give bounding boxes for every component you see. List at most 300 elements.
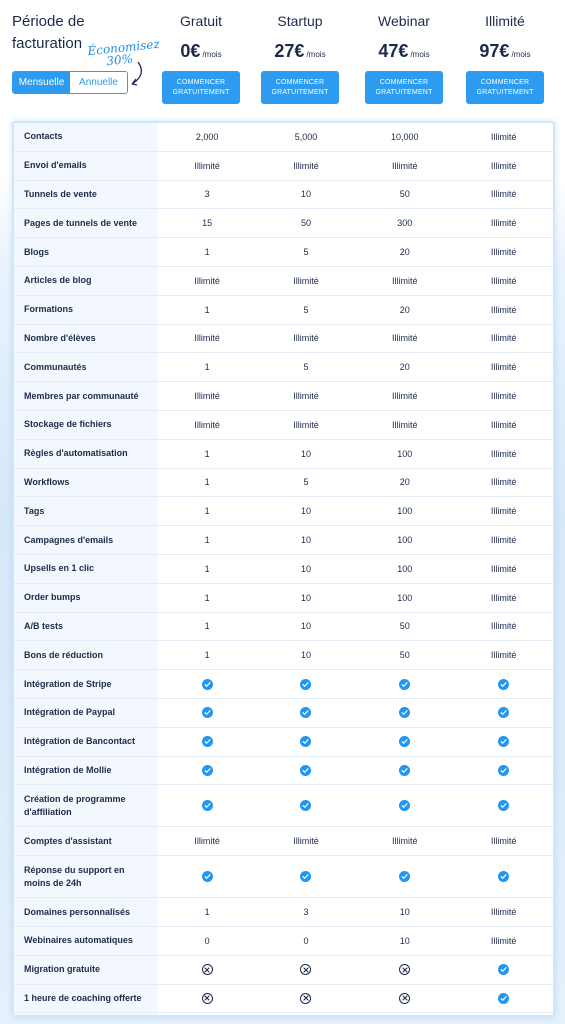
feature-label: Formations [24, 304, 74, 315]
cell-value: Illimité [490, 563, 517, 574]
check-icon [498, 871, 509, 882]
feature-cell [355, 936, 454, 946]
feature-cell [355, 420, 454, 430]
check-icon [498, 679, 509, 690]
feature-label: Comptes d'assistant [24, 835, 112, 846]
check-icon [399, 871, 410, 882]
billing-toggle[interactable] [12, 71, 128, 94]
feature-cell [158, 132, 257, 142]
check-icon [498, 736, 509, 747]
cell-value: Illimité [490, 621, 517, 632]
feature-cell [454, 218, 553, 228]
cell-value: Illimité [490, 535, 517, 546]
feature-cell [454, 707, 553, 718]
cell-value: Illimité [490, 362, 517, 373]
cell-value: 300 [397, 218, 413, 229]
feature-cell [158, 247, 257, 257]
feature-cell [454, 907, 553, 917]
cell-value: 15 [202, 218, 213, 229]
cell-value: 10 [300, 189, 311, 200]
feature-cell [158, 420, 257, 430]
table-row [14, 728, 553, 757]
table-row [14, 411, 553, 440]
feature-cell [158, 836, 257, 846]
table-row [14, 497, 553, 526]
cell-value: Illimité [490, 935, 517, 946]
feature-cell [454, 189, 553, 199]
feature-cell [454, 391, 553, 401]
cell-value: Illimité [194, 275, 220, 286]
feature-cell [454, 564, 553, 574]
table-row [14, 123, 553, 152]
feature-label: Webinaires automatiques [24, 935, 133, 946]
cell-value: 10 [300, 506, 311, 517]
feature-cell [257, 420, 356, 430]
cell-value: 3 [204, 189, 210, 200]
feature-label: Réponse du support en moins de 24h [24, 864, 125, 888]
feature-label: Intégration de Paypal [24, 707, 116, 718]
table-row [14, 209, 553, 238]
cell-value: 50 [399, 189, 410, 200]
feature-label: Bons de réduction [24, 649, 104, 660]
feature-cell [257, 907, 356, 917]
table-row [14, 757, 553, 786]
feature-label: Blogs [24, 246, 50, 257]
cross-icon [399, 964, 410, 975]
feature-label: Domaines personnalisés [24, 906, 131, 917]
feature-cell [158, 800, 257, 811]
check-icon [300, 765, 311, 776]
feature-cell [355, 276, 454, 286]
table-row [14, 325, 553, 354]
cell-value: Illimité [392, 160, 418, 171]
feature-cell [454, 333, 553, 343]
cell-value: Illimité [490, 160, 517, 171]
feature-label: Contacts [24, 131, 63, 142]
table-row [14, 956, 553, 985]
feature-cell [158, 477, 257, 487]
feature-cell [257, 305, 356, 315]
check-icon [399, 800, 410, 811]
feature-cell [158, 964, 257, 975]
cell-value: Illimité [293, 333, 319, 344]
cell-value: 10 [300, 592, 311, 603]
feature-label: Upsells en 1 clic [24, 563, 95, 574]
feature-label: Création de programme d'affiliation [24, 793, 126, 817]
feature-cell [158, 736, 257, 747]
cell-value: Illimité [293, 419, 319, 430]
cross-icon [202, 964, 213, 975]
table-row [14, 856, 553, 898]
cross-icon [399, 993, 410, 1004]
table-row [14, 699, 553, 728]
cell-value: 100 [397, 448, 413, 459]
feature-cell [454, 836, 553, 846]
cell-value: 10,000 [391, 131, 419, 142]
check-icon [300, 736, 311, 747]
check-icon [498, 800, 509, 811]
feature-cell [355, 564, 454, 574]
feature-cell [257, 161, 356, 171]
table-row [14, 898, 553, 927]
feature-cell [257, 477, 356, 487]
feature-cell [454, 506, 553, 516]
feature-cell [257, 247, 356, 257]
feature-cell [158, 189, 257, 199]
feature-cell [355, 907, 454, 917]
table-row [14, 238, 553, 267]
table-row [14, 584, 553, 613]
cell-value: 10 [300, 448, 311, 459]
feature-label: Tunnels de vente [24, 188, 97, 199]
cell-value: Illimité [490, 836, 517, 847]
start-free-button[interactable]: COMMENCER GRATUITEMENT [466, 71, 544, 104]
feature-cell [454, 477, 553, 487]
feature-cell [355, 993, 454, 1004]
feature-cell [454, 276, 553, 286]
cell-value: 1 [204, 535, 210, 546]
feature-cell [454, 305, 553, 315]
cell-value: 5 [303, 477, 309, 488]
feature-label: Campagnes d'emails [24, 534, 114, 545]
check-icon [202, 707, 213, 718]
feature-label: Tags [24, 505, 45, 516]
feature-cell [158, 449, 257, 459]
feature-cell [355, 736, 454, 747]
feature-cell [257, 964, 356, 975]
feature-cell [158, 765, 257, 776]
feature-cell [355, 621, 454, 631]
cell-value: Illimité [392, 836, 418, 847]
feature-cell [257, 189, 356, 199]
plan-gratuit [151, 11, 251, 104]
cell-value: Illimité [490, 477, 517, 488]
feature-cell [355, 650, 454, 660]
cell-value: 1 [204, 650, 210, 661]
feature-cell [454, 247, 553, 257]
feature-cell [454, 871, 553, 882]
feature-cell [257, 936, 356, 946]
check-icon [300, 679, 311, 690]
cell-value: 100 [397, 592, 413, 603]
plan-name: Gratuit [179, 13, 222, 29]
feature-cell [158, 333, 257, 343]
plan-price [354, 40, 454, 62]
check-icon [300, 707, 311, 718]
feature-cell [454, 679, 553, 690]
feature-label: Articles de blog [24, 275, 92, 286]
feature-cell [355, 679, 454, 690]
cell-value: 1 [204, 621, 210, 632]
plan-price [455, 40, 555, 62]
feature-cell [158, 936, 257, 946]
feature-label: Order bumps [24, 592, 81, 603]
feature-cell [454, 132, 553, 142]
cell-value: 100 [397, 563, 413, 574]
feature-label: Stockage de fichiers [24, 419, 112, 430]
cell-value: Illimité [490, 448, 517, 459]
check-icon [399, 707, 410, 718]
feature-cell [257, 391, 356, 401]
price-amount: 47€ [378, 41, 409, 61]
feature-cell [257, 800, 356, 811]
toggle-annual[interactable]: Annuelle [70, 72, 127, 93]
cell-value: 5 [303, 247, 309, 258]
cell-value: Illimité [293, 836, 319, 847]
feature-cell [355, 836, 454, 846]
table-row [14, 469, 553, 498]
cell-value: Illimité [490, 131, 517, 142]
cell-value: 10 [399, 907, 410, 918]
cell-value: Illimité [392, 419, 418, 430]
cross-icon [202, 993, 213, 1004]
feature-label: Intégration de Bancontact [24, 736, 136, 747]
feature-label: Migration gratuite [24, 964, 100, 975]
feature-cell [355, 964, 454, 975]
feature-cell [355, 391, 454, 401]
toggle-monthly[interactable]: Mensuelle [13, 72, 70, 93]
feature-cell [454, 621, 553, 631]
cell-value: 50 [399, 650, 410, 661]
feature-label: 1 heure de coaching offerte [24, 992, 142, 1003]
feature-cell [355, 161, 454, 171]
table-row [14, 555, 553, 584]
table-row [14, 296, 553, 325]
check-icon [498, 707, 509, 718]
cell-value: Illimité [293, 160, 319, 171]
table-row [14, 785, 553, 827]
start-free-button[interactable]: COMMENCER GRATUITEMENT [365, 71, 443, 104]
cell-value: 5 [303, 304, 309, 315]
feature-cell [158, 707, 257, 718]
feature-cell [257, 535, 356, 545]
feature-cell [257, 506, 356, 516]
feature-cell [257, 650, 356, 660]
cell-value: Illimité [392, 333, 418, 344]
feature-label: Workflows [24, 476, 70, 487]
feature-cell [257, 871, 356, 882]
feature-cell [355, 765, 454, 776]
cell-value: 100 [397, 535, 413, 546]
plan-price [250, 40, 350, 62]
check-icon [202, 736, 213, 747]
table-row [14, 670, 553, 699]
price-period: /mois [511, 50, 531, 59]
features-rows [14, 123, 553, 1013]
check-icon [399, 679, 410, 690]
feature-cell [454, 420, 553, 430]
cell-value: Illimité [490, 333, 517, 344]
cell-value: Illimité [490, 419, 517, 430]
cell-value: 20 [399, 304, 410, 315]
cell-value: 20 [399, 362, 410, 373]
feature-cell [257, 564, 356, 574]
price-period: /mois [202, 50, 222, 59]
feature-cell [355, 189, 454, 199]
feature-cell [454, 800, 553, 811]
feature-cell [355, 449, 454, 459]
start-free-button[interactable]: COMMENCER GRATUITEMENT [162, 71, 240, 104]
check-icon [202, 679, 213, 690]
cell-value: 1 [204, 247, 210, 258]
table-row [14, 641, 553, 670]
feature-label: Nombre d'élèves [24, 332, 96, 343]
cell-value: 0 [204, 935, 210, 946]
cell-value: 1 [204, 563, 210, 574]
check-icon [399, 736, 410, 747]
cell-value: 10 [300, 650, 311, 661]
cross-icon [300, 964, 311, 975]
plan-webinar [354, 11, 454, 104]
feature-cell [454, 964, 553, 975]
feature-cell [158, 564, 257, 574]
cell-value: Illimité [392, 391, 418, 402]
feature-cell [158, 593, 257, 603]
price-period: /mois [410, 50, 430, 59]
billing-period-title: Période de facturation [12, 13, 85, 52]
table-row [14, 613, 553, 642]
cell-value: Illimité [293, 391, 319, 402]
feature-cell [355, 593, 454, 603]
feature-cell [355, 800, 454, 811]
cell-value: 5 [303, 362, 309, 373]
plan-startup [250, 11, 350, 104]
table-row [14, 267, 553, 296]
cell-value: 20 [399, 477, 410, 488]
cell-value: 10 [300, 621, 311, 632]
plan-name: Startup [277, 13, 323, 29]
cell-value: Illimité [490, 592, 517, 603]
cell-value: Illimité [490, 275, 517, 286]
cell-value: 1 [204, 448, 210, 459]
check-icon [498, 964, 509, 975]
feature-cell [257, 218, 356, 228]
cell-value: 10 [399, 935, 410, 946]
cell-value: 10 [300, 563, 311, 574]
cell-value: 100 [397, 506, 413, 517]
feature-cell [355, 362, 454, 372]
cell-value: 50 [399, 621, 410, 632]
price-amount: 97€ [479, 41, 510, 61]
feature-cell [355, 218, 454, 228]
plan-illimite [455, 11, 555, 104]
features-table [12, 121, 555, 1017]
feature-cell [158, 305, 257, 315]
feature-cell [355, 477, 454, 487]
table-row [14, 440, 553, 469]
cell-value: Illimité [490, 650, 517, 661]
feature-cell [355, 333, 454, 343]
cell-value: 5,000 [294, 131, 318, 142]
check-icon [202, 871, 213, 882]
start-free-button[interactable]: COMMENCER GRATUITEMENT [261, 71, 339, 104]
price-period: /mois [306, 50, 326, 59]
cell-value: Illimité [490, 304, 517, 315]
cell-value: 10 [300, 535, 311, 546]
cell-value: 1 [204, 506, 210, 517]
feature-cell [158, 907, 257, 917]
table-row [14, 927, 553, 956]
feature-cell [454, 362, 553, 372]
feature-cell [158, 362, 257, 372]
check-icon [300, 800, 311, 811]
feature-cell [454, 765, 553, 776]
feature-cell [355, 506, 454, 516]
cross-icon [300, 993, 311, 1004]
cell-value: 2,000 [195, 131, 219, 142]
check-icon [498, 765, 509, 776]
feature-cell [158, 391, 257, 401]
cell-value: 1 [204, 592, 210, 603]
feature-cell [355, 132, 454, 142]
cell-value: 1 [204, 907, 210, 918]
feature-cell [257, 765, 356, 776]
feature-label: Intégration de Stripe [24, 678, 112, 689]
table-row [14, 382, 553, 411]
feature-cell [355, 247, 454, 257]
feature-label: A/B tests [24, 620, 64, 631]
feature-cell [257, 679, 356, 690]
cell-value: Illimité [490, 189, 517, 200]
table-row [14, 152, 553, 181]
cell-value: 0 [303, 935, 309, 946]
cell-value: 1 [204, 477, 210, 488]
feature-cell [158, 506, 257, 516]
feature-cell [257, 707, 356, 718]
feature-cell [158, 650, 257, 660]
feature-cell [158, 871, 257, 882]
feature-cell [158, 993, 257, 1004]
plan-price [151, 40, 251, 62]
feature-cell [454, 650, 553, 660]
feature-cell [454, 736, 553, 747]
pricing-header [0, 0, 565, 118]
feature-cell [257, 593, 356, 603]
cell-value: Illimité [194, 160, 220, 171]
feature-cell [257, 449, 356, 459]
cell-value: Illimité [490, 218, 517, 229]
price-amount: 0€ [180, 41, 201, 61]
feature-cell [257, 621, 356, 631]
plan-name: Illimité [485, 13, 525, 29]
cell-value: Illimité [194, 836, 220, 847]
feature-cell [454, 936, 553, 946]
plan-name: Webinar [378, 13, 430, 29]
check-icon [300, 871, 311, 882]
feature-cell [257, 276, 356, 286]
feature-cell [158, 161, 257, 171]
cell-value: 1 [204, 304, 210, 315]
feature-cell [257, 836, 356, 846]
feature-cell [355, 871, 454, 882]
feature-cell [454, 993, 553, 1004]
feature-cell [355, 305, 454, 315]
table-row [14, 181, 553, 210]
feature-cell [158, 276, 257, 286]
feature-cell [454, 161, 553, 171]
feature-cell [158, 218, 257, 228]
cell-value: 1 [204, 362, 210, 373]
cell-value: Illimité [392, 275, 418, 286]
cell-value: 20 [399, 247, 410, 258]
feature-label: Intégration de Mollie [24, 764, 112, 775]
cell-value: 50 [300, 218, 311, 229]
check-icon [399, 765, 410, 776]
cell-value: Illimité [490, 506, 517, 517]
feature-cell [454, 449, 553, 459]
cell-value: Illimité [194, 333, 220, 344]
cell-value: Illimité [293, 275, 319, 286]
